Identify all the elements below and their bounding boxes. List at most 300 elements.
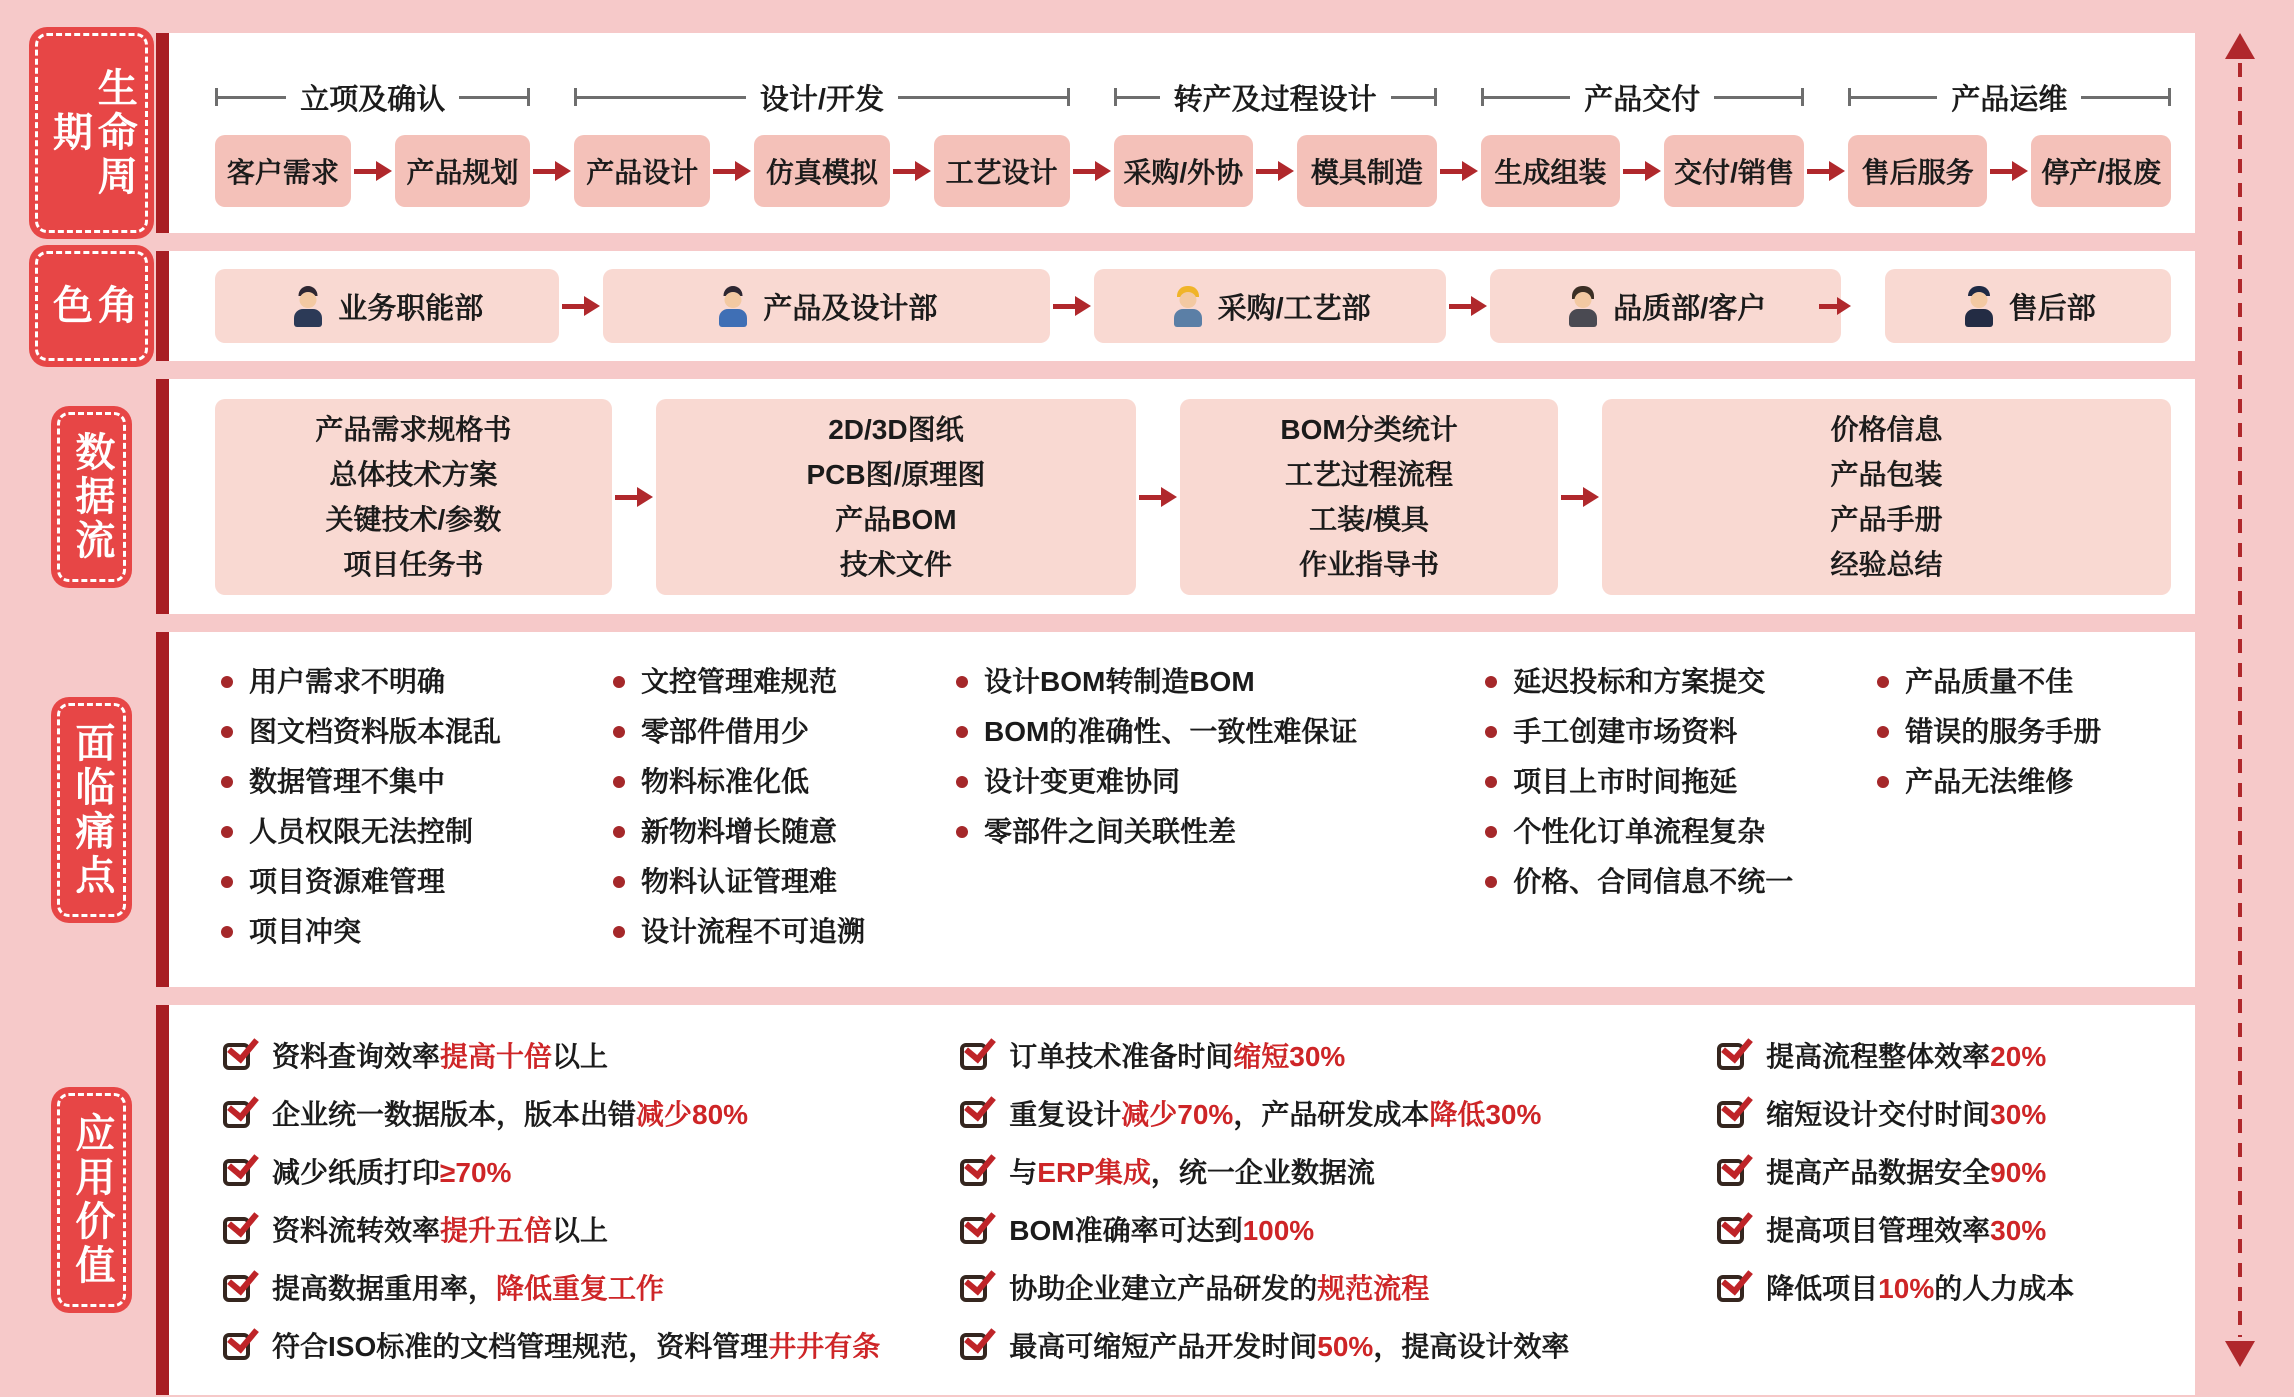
bullet-icon — [1877, 676, 1889, 688]
lifecycle-stage-group — [215, 75, 530, 207]
bullet-icon — [221, 876, 233, 888]
avatar-torso — [719, 309, 747, 327]
value-item — [1715, 1097, 2187, 1133]
bullet-icon — [1877, 776, 1889, 788]
flow-arrow-icon — [1804, 161, 1848, 181]
checkbox-checked-icon — [960, 1217, 987, 1244]
value-segment: 以上 — [552, 1041, 609, 1072]
painpoint-item — [956, 714, 1485, 749]
avatar-torso — [1965, 309, 1993, 327]
arrow-tip — [915, 161, 931, 181]
painpoint-text: 个性化订单流程复杂 — [1513, 816, 1766, 847]
avatar-face — [1970, 292, 1987, 308]
value-text — [1009, 1097, 1541, 1133]
checkbox-checked-icon — [223, 1159, 250, 1186]
painpoint-text: 项目冲突 — [249, 916, 362, 947]
painpoint-text: 设计BOM转制造BOM — [984, 666, 1255, 697]
value-segment: ，统一企业数据流 — [1150, 1157, 1375, 1188]
flow-arrow-icon — [890, 161, 934, 181]
value-segment: 减少纸质打印 — [272, 1157, 441, 1188]
lifecycle-stage-box: 产品设计 — [574, 135, 710, 207]
lifecycle-stage-box: 售后服务 — [1848, 135, 1988, 207]
arrow-tip — [376, 161, 392, 181]
value-column-1 — [221, 1039, 958, 1387]
value-segment: 缩短设计交付时间 — [1766, 1099, 1991, 1130]
timeline-scale-arrow — [2225, 33, 2255, 1367]
arrow-tip — [1462, 161, 1478, 181]
stage-header — [1848, 75, 2171, 119]
bullet-icon — [956, 726, 968, 738]
value-highlight: 30% — [1990, 1099, 2047, 1130]
value-text — [1766, 1155, 2046, 1191]
bracket-tick — [1434, 88, 1437, 106]
value-text — [272, 1155, 511, 1191]
role-box-4 — [1490, 269, 1842, 343]
painpoint-item — [613, 814, 956, 849]
bullet-icon — [221, 776, 233, 788]
flow-arrow-icon — [351, 161, 395, 181]
painpoint-item — [221, 714, 613, 749]
lifecycle-stage-box: 交付/销售 — [1664, 135, 1804, 207]
painpoint-item — [1877, 714, 2181, 749]
checkbox-checked-icon — [223, 1217, 250, 1244]
dataflow-item: BOM分类统计 — [1280, 413, 1458, 445]
bullet-icon — [613, 676, 625, 688]
bracket-line — [2081, 96, 2168, 99]
bracket-line — [1117, 96, 1160, 99]
value-item — [958, 1329, 1715, 1365]
stage-header — [574, 75, 1069, 119]
checkbox-checked-icon — [1717, 1043, 1744, 1070]
painpoint-item — [1485, 864, 1877, 899]
painpoint-text: 物料认证管理难 — [641, 866, 838, 897]
painpoint-item — [221, 814, 613, 849]
dataflow-item: 价格信息 — [1830, 413, 1943, 445]
value-segment: 与 — [1009, 1157, 1038, 1188]
painpoint-item — [613, 664, 956, 699]
lifecycle-stage-box: 生成组装 — [1481, 135, 1621, 207]
painpoint-text: 文控管理难规范 — [641, 666, 838, 697]
checkbox-checked-icon — [1717, 1159, 1744, 1186]
arrow-tip — [1583, 487, 1599, 507]
arrow-tip — [637, 487, 653, 507]
value-segment: 提高流程整体效率 — [1766, 1041, 1991, 1072]
lifecycle-row — [43, 33, 2195, 233]
value-column-2 — [958, 1039, 1715, 1387]
value-item — [221, 1155, 958, 1191]
bracket-line — [898, 96, 1067, 99]
value-highlight: 井井有条 — [768, 1331, 881, 1362]
value-text — [272, 1039, 608, 1075]
painpoint-item — [221, 664, 613, 699]
dataflow-item: 关键技术/参数 — [325, 503, 502, 535]
value-highlight: 缩短30% — [1233, 1041, 1346, 1072]
painpoint-item — [221, 864, 613, 899]
value-text — [1766, 1097, 2046, 1133]
value-segment: 提高项目管理效率 — [1766, 1215, 1991, 1246]
stage-boxes-row — [1481, 135, 1804, 207]
painpoint-text: 零部件借用少 — [641, 716, 810, 747]
painpoint-text: 价格、合同信息不统一 — [1513, 866, 1794, 897]
role-label: 售后部 — [2008, 292, 2096, 325]
bullet-icon — [1485, 826, 1497, 838]
role-box-1 — [215, 269, 559, 343]
value-text — [1009, 1271, 1429, 1307]
quality-avatar-icon — [1565, 285, 1601, 327]
checkbox-checked-icon — [960, 1043, 987, 1070]
arrow-tip — [1278, 161, 1294, 181]
value-highlight: 降低30% — [1429, 1099, 1542, 1130]
checkbox-checked-icon — [1717, 1275, 1744, 1302]
value-section-label: 应用价值 — [57, 1093, 126, 1307]
painpoints-column-4 — [1485, 664, 1877, 914]
role-box-5 — [1885, 269, 2171, 343]
value-highlight: 100% — [1242, 1215, 1315, 1246]
value-segment: 协助企业建立产品研发的 — [1009, 1273, 1318, 1304]
value-segment: 提高数据重用率， — [272, 1273, 497, 1304]
dataflow-item: 产品手册 — [1830, 503, 1943, 535]
value-highlight: 减少70% — [1121, 1099, 1234, 1130]
bracket-tick — [1067, 88, 1070, 106]
painpoint-item — [956, 664, 1485, 699]
checkbox-checked-icon — [223, 1101, 250, 1128]
role-box-2 — [603, 269, 1051, 343]
value-text — [1766, 1039, 2046, 1075]
arrow-tip — [1161, 487, 1177, 507]
value-item — [958, 1039, 1715, 1075]
painpoint-text: 新物料增长随意 — [641, 816, 838, 847]
role-box-3 — [1094, 269, 1446, 343]
role-label: 业务职能部 — [338, 292, 484, 325]
roles-section-label: 角色 — [35, 251, 149, 361]
lifecycle-stage-group — [1481, 75, 1804, 207]
bracket-line — [1484, 96, 1571, 99]
bullet-icon — [613, 926, 625, 938]
painpoint-text: 延迟投标和方案提交 — [1513, 666, 1766, 697]
painpoint-text: 产品质量不佳 — [1905, 666, 2074, 697]
arrow-tip — [1829, 161, 1845, 181]
value-item — [221, 1097, 958, 1133]
checkbox-checked-icon — [960, 1275, 987, 1302]
section-divider-bar — [156, 632, 169, 987]
bullet-icon — [221, 826, 233, 838]
painpoint-text: 图文档资料版本混乱 — [249, 716, 502, 747]
value-segment: ，产品研发成本 — [1233, 1099, 1430, 1130]
value-segment: 以上 — [552, 1215, 609, 1246]
support-avatar-icon — [1961, 285, 1997, 327]
value-item — [1715, 1271, 2187, 1307]
flow-arrow-icon — [1136, 487, 1180, 507]
arrow-up-icon — [2225, 33, 2255, 59]
value-column-3 — [1715, 1039, 2187, 1329]
flow-arrow-icon — [1987, 161, 2031, 181]
checkbox-checked-icon — [960, 1333, 987, 1360]
lifecycle-stage-box: 仿真模拟 — [754, 135, 890, 207]
value-text — [1009, 1155, 1375, 1191]
avatar-torso — [1174, 309, 1202, 327]
section-divider-bar — [156, 379, 169, 614]
painpoint-text: 用户需求不明确 — [249, 666, 446, 697]
painpoints-column-5 — [1877, 664, 2181, 814]
bullet-icon — [1877, 726, 1889, 738]
painpoint-item — [613, 714, 956, 749]
painpoint-item — [221, 764, 613, 799]
value-text — [272, 1329, 880, 1365]
value-segment: 资料流转效率 — [272, 1215, 441, 1246]
bullet-icon — [1485, 726, 1497, 738]
dataflow-item: 项目任务书 — [343, 548, 484, 580]
dataflow-item: 2D/3D图纸 — [828, 413, 964, 445]
role-label: 品质部/客户 — [1613, 292, 1767, 325]
avatar-face — [300, 292, 317, 308]
value-item — [221, 1271, 958, 1307]
flow-arrow-icon — [612, 487, 656, 507]
painpoints-column-3 — [956, 664, 1485, 864]
businessman-avatar-icon — [290, 285, 326, 327]
lifecycle-stage-box: 模具制造 — [1297, 135, 1437, 207]
painpoint-text: 物料标准化低 — [641, 766, 810, 797]
stage-boxes-row — [1114, 135, 1437, 207]
value-segment: 重复设计 — [1009, 1099, 1122, 1130]
value-segment: 资料查询效率 — [272, 1041, 441, 1072]
value-highlight: 20% — [1990, 1041, 2047, 1072]
value-item — [1715, 1039, 2187, 1075]
bracket-line — [459, 96, 527, 99]
painpoint-item — [1485, 814, 1877, 849]
bullet-icon — [613, 726, 625, 738]
value-segment: BOM准确率可达到 — [1009, 1215, 1243, 1246]
avatar-torso — [1569, 309, 1597, 327]
flow-arrow-icon — [1070, 161, 1114, 181]
painpoint-text: 设计流程不可追溯 — [641, 916, 866, 947]
checkbox-checked-icon — [1717, 1101, 1744, 1128]
stage-header-label: 立项及确认 — [300, 83, 446, 116]
flow-arrow-icon — [1558, 487, 1602, 507]
flow-arrow-icon — [1050, 296, 1094, 316]
painpoint-text: 手工创建市场资料 — [1513, 716, 1738, 747]
checkbox-checked-icon — [223, 1043, 250, 1070]
value-item — [221, 1213, 958, 1249]
stage-boxes-row — [215, 135, 530, 207]
bullet-icon — [1485, 876, 1497, 888]
painpoint-item — [613, 764, 956, 799]
stage-header-label: 转产及过程设计 — [1173, 83, 1377, 116]
bullet-icon — [221, 926, 233, 938]
lifecycle-stage-box: 停产/报废 — [2031, 135, 2171, 207]
dataflow-item: 产品包装 — [1830, 458, 1943, 490]
painpoint-text: 项目资源难管理 — [249, 866, 446, 897]
lifecycle-stage-group — [1114, 75, 1437, 207]
stage-header-label: 产品运维 — [1951, 83, 2068, 116]
lifecycle-stage-box: 产品规划 — [395, 135, 531, 207]
checkbox-checked-icon — [223, 1275, 250, 1302]
flow-arrow-icon — [1817, 297, 1851, 315]
dataflow-item: 技术文件 — [839, 548, 952, 580]
flow-arrow-icon — [1620, 161, 1664, 181]
arrow-tip — [1837, 297, 1851, 315]
value-segment: ，提高设计效率 — [1373, 1331, 1570, 1362]
arrow-shaft — [1819, 304, 1837, 309]
value-row — [43, 1005, 2195, 1395]
value-highlight: ≥70% — [440, 1157, 512, 1188]
painpoint-item — [1485, 664, 1877, 699]
dataflow-box-1 — [215, 399, 612, 595]
bullet-icon — [956, 826, 968, 838]
roles-panel — [169, 251, 2195, 361]
lifecycle-stage-box: 工艺设计 — [934, 135, 1070, 207]
dataflow-item: 总体技术方案 — [329, 458, 498, 490]
painpoints-panel — [169, 632, 2195, 987]
value-item — [221, 1039, 958, 1075]
bullet-icon — [1485, 676, 1497, 688]
value-highlight: 30% — [1990, 1215, 2047, 1246]
dataflow-item: 作业指导书 — [1299, 548, 1440, 580]
painpoint-item — [956, 764, 1485, 799]
bullet-icon — [221, 726, 233, 738]
value-segment: 订单技术准备时间 — [1009, 1041, 1234, 1072]
dataflow-panel — [169, 379, 2195, 614]
value-segment: 最高可缩短产品开发时间 — [1009, 1331, 1318, 1362]
stage-header — [1481, 75, 1804, 119]
bracket-tick — [527, 88, 530, 106]
value-text — [1009, 1039, 1345, 1075]
stage-header-label: 产品交付 — [1584, 83, 1701, 116]
roles-row — [43, 251, 2195, 361]
value-highlight: 降低重复工作 — [496, 1273, 665, 1304]
painpoint-item — [613, 864, 956, 899]
painpoints-row — [43, 632, 2195, 987]
lifecycle-stage-group — [574, 75, 1069, 207]
painpoint-item — [1485, 764, 1877, 799]
flow-arrow-icon — [559, 296, 603, 316]
bracket-line — [218, 96, 286, 99]
arrow-tip — [2012, 161, 2028, 181]
painpoint-text: 设计变更难协同 — [984, 766, 1181, 797]
value-segment: 符合ISO标准的文档管理规范，资料管理 — [272, 1331, 769, 1362]
dataflow-item: 工艺过程流程 — [1285, 458, 1454, 490]
stage-boxes-row — [1848, 135, 2171, 207]
painpoint-item — [1877, 664, 2181, 699]
stage-header-label: 设计/开发 — [759, 83, 884, 116]
dataflow-section-label: 数据流 — [57, 412, 126, 582]
lifecycle-stage-group — [1848, 75, 2171, 207]
avatar-face — [725, 292, 742, 308]
value-highlight: 规范流程 — [1317, 1273, 1430, 1304]
dataflow-item: 产品BOM — [835, 503, 957, 535]
arrow-tip — [584, 296, 600, 316]
painpoint-item — [1485, 714, 1877, 749]
dataflow-item: PCB图/原理图 — [806, 458, 986, 490]
checkbox-checked-icon — [1717, 1217, 1744, 1244]
value-segment: 提高产品数据安全 — [1766, 1157, 1991, 1188]
section-divider-bar — [156, 33, 169, 233]
arrow-tip — [1075, 296, 1091, 316]
arrow-tip — [735, 161, 751, 181]
lifecycle-section-label: 生命周期 — [35, 33, 149, 233]
flow-arrow-icon — [1253, 161, 1297, 181]
bracket-line — [577, 96, 746, 99]
dataflow-box-4 — [1602, 399, 2171, 595]
checkbox-checked-icon — [223, 1333, 250, 1360]
bullet-icon — [221, 676, 233, 688]
painpoint-text: 数据管理不集中 — [249, 766, 446, 797]
bullet-icon — [956, 676, 968, 688]
painpoint-text: 产品无法维修 — [1905, 766, 2074, 797]
painpoint-text: 错误的服务手册 — [1905, 716, 2102, 747]
bracket-tick — [2168, 88, 2171, 106]
value-segment: 的人力成本 — [1934, 1273, 2075, 1304]
bullet-icon — [613, 826, 625, 838]
dashed-line — [2238, 63, 2242, 1337]
value-highlight: 提升五倍 — [440, 1215, 553, 1246]
dataflow-box-2 — [656, 399, 1136, 595]
section-divider-bar — [156, 1005, 169, 1395]
lifecycle-stage-box: 采购/外协 — [1114, 135, 1254, 207]
avatar-face — [1179, 292, 1196, 308]
value-item — [958, 1271, 1715, 1307]
dataflow-item: 经验总结 — [1830, 548, 1943, 580]
value-highlight: 减少80% — [636, 1099, 749, 1130]
painpoint-item — [956, 814, 1485, 849]
flow-arrow-icon — [1446, 296, 1490, 316]
value-item — [1715, 1213, 2187, 1249]
value-text — [1766, 1213, 2046, 1249]
flow-arrow-icon — [1437, 161, 1481, 181]
value-item — [1715, 1155, 2187, 1191]
worker-avatar-icon — [1170, 285, 1206, 327]
bracket-tick — [1801, 88, 1804, 106]
arrow-tip — [1095, 161, 1111, 181]
bracket-line — [1391, 96, 1434, 99]
value-item — [958, 1155, 1715, 1191]
section-divider-bar — [156, 251, 169, 361]
value-item — [958, 1097, 1715, 1133]
arrow-down-icon — [2225, 1341, 2255, 1367]
bullet-icon — [1485, 776, 1497, 788]
value-text — [272, 1213, 608, 1249]
stage-boxes-row — [574, 135, 1069, 207]
painpoint-item — [1877, 764, 2181, 799]
bracket-line — [1851, 96, 1938, 99]
value-segment: 企业统一数据版本，版本出错 — [272, 1099, 637, 1130]
value-text — [1766, 1271, 2074, 1307]
value-item — [221, 1329, 958, 1365]
bullet-icon — [956, 776, 968, 788]
bracket-line — [1714, 96, 1801, 99]
painpoints-section-label: 面临痛点 — [57, 703, 126, 917]
bullet-icon — [613, 876, 625, 888]
painpoint-text: 项目上市时间拖延 — [1513, 766, 1738, 797]
dataflow-box-3 — [1180, 399, 1558, 595]
arrow-tip — [555, 161, 571, 181]
value-panel — [169, 1005, 2195, 1395]
avatar-face — [1575, 292, 1592, 308]
dataflow-item: 工装/模具 — [1309, 503, 1429, 535]
checkbox-checked-icon — [960, 1101, 987, 1128]
value-segment: 降低项目 — [1766, 1273, 1879, 1304]
bullet-icon — [613, 776, 625, 788]
value-text — [272, 1271, 664, 1307]
value-highlight: 10% — [1878, 1273, 1935, 1304]
painpoint-text: 零部件之间关联性差 — [984, 816, 1237, 847]
arrow-tip — [1645, 161, 1661, 181]
value-text — [1009, 1213, 1314, 1249]
dataflow-item: 产品需求规格书 — [315, 413, 512, 445]
stage-header — [1114, 75, 1437, 119]
dataflow-row — [43, 379, 2195, 614]
lifecycle-stage-box: 客户需求 — [215, 135, 351, 207]
value-text — [272, 1097, 748, 1133]
